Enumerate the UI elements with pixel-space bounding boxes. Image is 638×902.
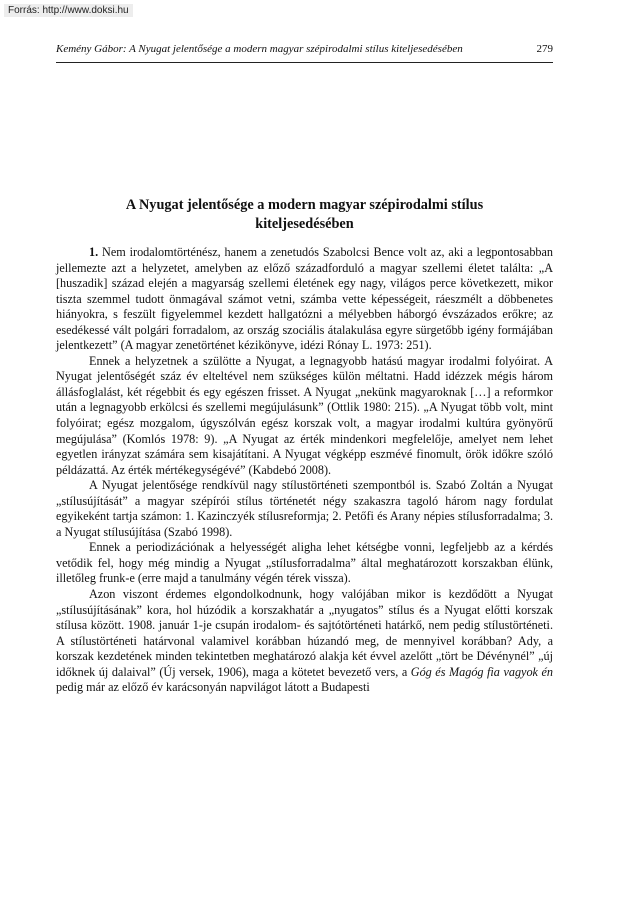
source-label: Forrás: http://www.doksi.hu bbox=[4, 4, 133, 17]
running-head-title: Kemény Gábor: A Nyugat jelentősége a modern magyar szépirodalmi stílus kiteljesedésében bbox=[56, 43, 463, 55]
paragraph-5 bbox=[56, 587, 553, 696]
paragraph-5-text-b: pedig már az előző év karácsonyán napvilágot látott a Budapesti bbox=[56, 680, 370, 695]
article-title bbox=[56, 196, 553, 234]
article-body bbox=[56, 245, 553, 696]
section-number: 1. bbox=[89, 245, 99, 259]
paragraph-2: Ennek a helyzetnek a szülötte a Nyugat, a legnagyobb hatású magyar irodalmi folyóirat. A Nyugat jelentőségét száz év elteltével nem szükséges külön méltatni. Hadd idézzek mégis három állásfoglalást, két régebbit és egy egészen frisset. A Nyugat „nekünk magyaroknak […] a reformkor után a legnagyobb erkölcsi és szellemi megújulásunk” (Ottlik 1980: 215). „A Nyugat több volt, mint folyóirat; egész mozgalom, úgyszólván egész korszak volt, a magyar irodalmi kultúra gyönyörű megújulása” (Komlós 1978: 9). „A Nyugat az érték mindenkori megfelelője, amelyet nem lehet egyetlen irányzat számára sem kisajátítani. A Nyugat végképp eszmévé finomult, örök időkre szóló példázattá. Az érték mértékegységévé” (Kabdebó 2008). bbox=[56, 353, 553, 477]
paragraph-1 bbox=[56, 245, 553, 354]
poem-title: Góg és Magóg fia vagyok én bbox=[410, 664, 553, 679]
running-head bbox=[56, 43, 553, 55]
article-title-line-2: kiteljesedésében bbox=[255, 216, 354, 232]
paragraph-5-text-a: Azon viszont érdemes elgondolkodnunk, hogy valójában mikor is kezdődött a Nyugat „stílusújításának” kora, hol húzódik a korszakhatár a „nyugatos” stílus és a Nyugat előtti korszak stílusa között. 1908. január 1-je csupán irodalom- és sajtótörténeti határkő, nem pedig stílustörténeti. A stílustörténeti határvonal valamivel korábban húzandó meg, de mennyivel korábban? Ady, a korszak kezdetének minden tekintetben meghatározó alakja két évvel azelőtt „tört be Dévénynél” „új időknek új dalaival” (Új versek, 1906), maga a kötetet bevezető vers, a bbox=[56, 587, 553, 679]
paragraph-3: A Nyugat jelentősége rendkívül nagy stílustörténeti szempontból is. Szabó Zoltán a Nyugat „stílusújítását” a magyar szépírói stílus történetét négy szakaszra tagoló három nagy fordulat egyikeként tartja számon: 1. Kazinczyék stílusreformja; 2. Petőfi és Arany népies stílusforradalma; 3. a Nyugat stílusújítása (Szabó 1998). bbox=[56, 478, 553, 539]
paragraph-1-text: Nem irodalomtörténész, hanem a zenetudós Szabolcsi Bence volt az, aki a legpontosabban jellemezte azt a helyzetet, amelyben az előző századforduló a magyar szellemi életet találta: „A [huszadik] század elején a magyarság szellemi életének egy nagy, világos perce következett, mikor tiszta szemmel tudott önmagával számot vetni, számba vette képességeit, ráeszmélt a döbbenetes hiányokra, s feszült figyelemmel kezdett hallgatózni a mélyebben háborgó évszázados erőkre; az esedékessé vált polgári forradalom, az ország szociális átalakulása egyre sürgetőbb igény formájában jelentkezett” (A magyar zenetörténet kézikönyve, idézi Rónay L. 1973: 251). bbox=[56, 245, 554, 353]
paragraph-4: Ennek a periodizációnak a helyességét aligha lehet kétségbe vonni, legfeljebb az a kérdés vetődik fel, hogy még mindig a Nyugat „stílusforradalma” által meghatározott korszakban élünk, illetőleg frunk-e (erre majd a tanulmány végén térek vissza). bbox=[56, 540, 553, 586]
header-rule bbox=[56, 62, 553, 63]
article-title-line-1: A Nyugat jelentősége a modern magyar szépirodalmi stílus bbox=[125, 197, 484, 213]
page-number: 279 bbox=[536, 43, 553, 55]
